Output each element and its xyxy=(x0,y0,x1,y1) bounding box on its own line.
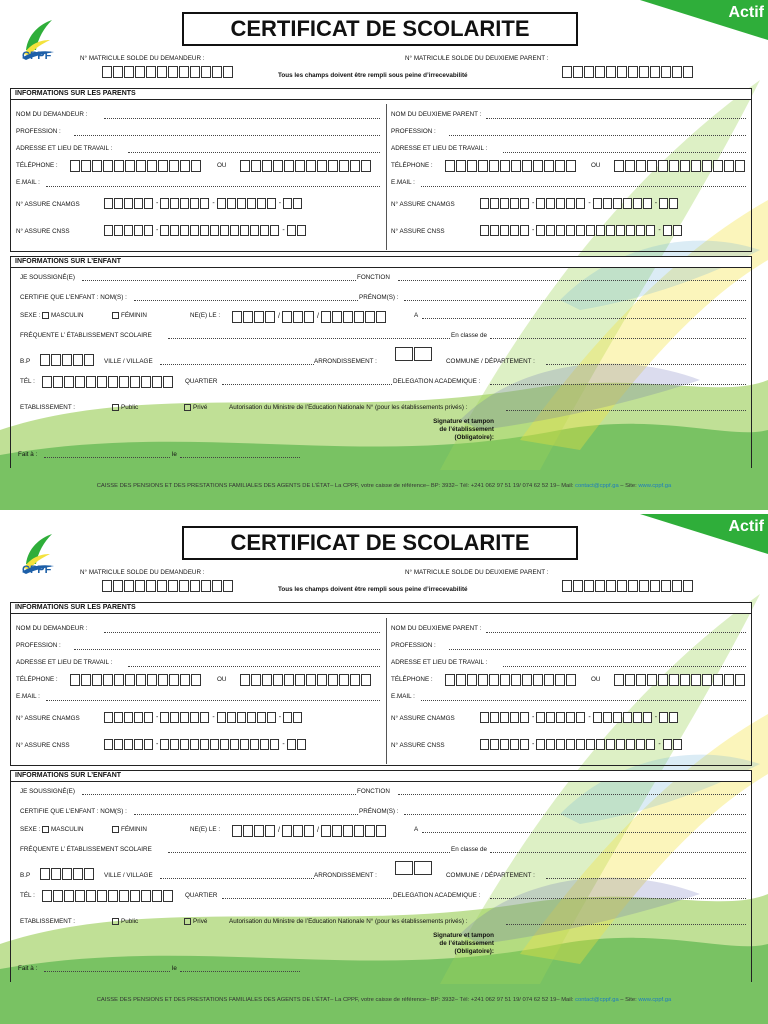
public-label: Public xyxy=(121,918,139,926)
profession-parent-label: PROFESSION : xyxy=(391,128,436,135)
certificate-form xyxy=(0,0,768,510)
footer-site-label: – Site: xyxy=(620,483,637,489)
prive-label: Privé xyxy=(193,918,208,926)
autorisation-input[interactable] xyxy=(506,410,746,411)
matricule-demandeur-label: N° MATRICULE SOLDE DU DEMANDEUR : xyxy=(80,55,205,62)
email-label: E.MAIL : xyxy=(16,693,40,700)
delegation-label: DELEGATION ACADEMIQUE : xyxy=(393,892,481,899)
tel-enfant-input[interactable] xyxy=(42,376,174,388)
soussigne-label: JE SOUSSIGNÉ(E) xyxy=(20,788,75,795)
telephone-input[interactable] xyxy=(70,674,202,686)
profession-label: PROFESSION : xyxy=(16,128,61,135)
prenom-label: PRÉNOM(S) : xyxy=(359,294,399,301)
profession-parent-input[interactable] xyxy=(449,135,746,136)
email-label: E.MAIL : xyxy=(16,179,40,186)
status-badge: Actif xyxy=(728,518,764,535)
public-option[interactable] xyxy=(112,918,138,925)
ou-parent-label: OU xyxy=(591,162,601,169)
public-checkbox[interactable] xyxy=(112,404,119,411)
prive-checkbox[interactable] xyxy=(184,918,191,925)
soussigne-input[interactable] xyxy=(82,280,356,281)
column-divider xyxy=(386,618,387,764)
ou-label: OU xyxy=(217,676,227,683)
footer xyxy=(0,997,768,1003)
autorisation-label: Autorisation du Ministre de l’Education Nationale N° (pour les établissements privés) : xyxy=(229,918,468,925)
telephone-alt-input[interactable] xyxy=(240,160,372,172)
telephone-label: TÉLÉPHONE : xyxy=(16,162,58,169)
page-title: CERTIFICAT DE SCOLARITE xyxy=(182,12,578,46)
adresse-parent-input[interactable] xyxy=(503,152,746,153)
soussigne-input[interactable] xyxy=(82,794,356,795)
lieu-naissance-label: A xyxy=(414,312,419,319)
prive-label: Privé xyxy=(193,404,208,412)
adresse-label: ADRESSE ET LIEU DE TRAVAIL : xyxy=(16,145,113,152)
le-label: le xyxy=(172,965,177,972)
telephone-input[interactable] xyxy=(70,160,202,172)
cnss-parent-input[interactable]: - - xyxy=(480,739,683,751)
tel-enfant-input[interactable] xyxy=(42,890,174,902)
footer-mail-link[interactable]: contact@cppf.ga xyxy=(575,997,619,1003)
cnss-label: N° ASSURE CNSS xyxy=(16,742,70,749)
telephone-parent-input[interactable] xyxy=(445,160,577,172)
bp-input[interactable] xyxy=(40,354,95,366)
feminin-option[interactable] xyxy=(112,826,147,833)
adresse-parent-label: ADRESSE ET LIEU DE TRAVAIL : xyxy=(391,659,488,666)
cnss-parent-label: N° ASSURE CNSS xyxy=(391,742,445,749)
classe-input[interactable] xyxy=(490,852,746,853)
matricule-parent-input[interactable] xyxy=(562,66,694,78)
profession-input[interactable] xyxy=(74,135,380,136)
masculin-checkbox[interactable] xyxy=(42,826,49,833)
prenom-input[interactable] xyxy=(404,300,746,301)
ou-label: OU xyxy=(217,162,227,169)
bp-label: B.P xyxy=(20,872,31,879)
arrondissement-label: ARRONDISSEMENT : xyxy=(314,358,377,365)
nom-demandeur-label: NOM DU DEMANDEUR : xyxy=(16,625,88,632)
quartier-label: QUARTIER xyxy=(185,378,218,385)
bp-input[interactable] xyxy=(40,868,95,880)
signature-label-2: de l’établissement xyxy=(439,940,494,947)
arrondissement-label: ARRONDISSEMENT : xyxy=(314,872,377,879)
email-parent-input[interactable] xyxy=(421,186,746,187)
adresse-input[interactable] xyxy=(128,666,380,667)
sexe-label: SEXE : xyxy=(20,826,41,833)
telephone-parent-alt-input[interactable] xyxy=(614,674,746,686)
footer-text: CAISSE DES PENSIONS ET DES PRESTATIONS FAMILIALES DES AGENTS DE L’ÉTAT– La CPPF, votre caisse de référence– BP: 3932– Tél: +241 062 97 51 19/ 074 62 52 19– Mail: xyxy=(96,483,574,489)
signature-label: Signature et tampon xyxy=(433,932,494,939)
prive-option[interactable] xyxy=(184,918,207,925)
date-naissance-input[interactable]: / / xyxy=(232,825,387,837)
footer xyxy=(0,483,768,489)
cnamgs-parent-label: N° ASSURE CNAMGS xyxy=(391,715,455,722)
matricule-parent-label: N° MATRICULE SOLDE DU DEUXIEME PARENT : xyxy=(405,569,549,576)
nom-parent-input[interactable] xyxy=(486,118,746,119)
enfant-section-heading: INFORMATIONS SUR L’ENFANT xyxy=(10,770,752,782)
certifie-label: CERTIFIE QUE L’ENFANT : NOM(S) : xyxy=(20,808,127,815)
page-title: CERTIFICAT DE SCOLARITE xyxy=(182,526,578,560)
notice-text: Tous les champs doivent être rempli sous peine d’irrecevabilité xyxy=(278,72,468,79)
nom-parent-input[interactable] xyxy=(486,632,746,633)
telephone-parent-input[interactable] xyxy=(445,674,577,686)
le-label: le xyxy=(172,451,177,458)
lieu-naissance-input[interactable] xyxy=(422,832,746,833)
adresse-parent-label: ADRESSE ET LIEU DE TRAVAIL : xyxy=(391,145,488,152)
parents-section-heading: INFORMATIONS SUR LES PARENTS xyxy=(10,88,752,100)
cnamgs-label: N° ASSURE CNAMGS xyxy=(16,201,80,208)
cnss-parent-label: N° ASSURE CNSS xyxy=(391,228,445,235)
matricule-parent-input[interactable] xyxy=(562,580,694,592)
tel-enfant-label: TÉL : xyxy=(20,892,35,899)
telephone-parent-alt-input[interactable] xyxy=(614,160,746,172)
soussigne-label: JE SOUSSIGNÉ(E) xyxy=(20,274,75,281)
delegation-input[interactable] xyxy=(490,898,746,899)
column-divider xyxy=(386,104,387,250)
feminin-checkbox[interactable] xyxy=(112,312,119,319)
prive-option[interactable] xyxy=(184,404,207,411)
quartier-label: QUARTIER xyxy=(185,892,218,899)
fait-input[interactable] xyxy=(44,971,170,972)
classe-label: En classe de xyxy=(451,846,488,853)
signature-label-3: (Obligatoire): xyxy=(454,434,494,441)
ville-label: VILLE / VILLAGE xyxy=(104,358,153,365)
cnss-label: N° ASSURE CNSS xyxy=(16,228,70,235)
fait-label: Fait à : xyxy=(18,965,38,972)
public-checkbox[interactable] xyxy=(112,918,119,925)
adresse-label: ADRESSE ET LIEU DE TRAVAIL : xyxy=(16,659,113,666)
prive-checkbox[interactable] xyxy=(184,404,191,411)
prenom-label: PRÉNOM(S) : xyxy=(359,808,399,815)
adresse-input[interactable] xyxy=(128,152,380,153)
masculin-label: MASCULIN xyxy=(51,826,84,834)
ne-le-label: NE(E) LE : xyxy=(190,826,221,833)
matricule-demandeur-input[interactable] xyxy=(102,580,234,592)
date-fait-input[interactable] xyxy=(180,457,300,458)
logo-text: CPPF xyxy=(22,564,52,576)
footer-mail-link[interactable]: contact@cppf.ga xyxy=(575,483,619,489)
quartier-input[interactable] xyxy=(222,898,392,899)
ville-label: VILLE / VILLAGE xyxy=(104,872,153,879)
nom-demandeur-input[interactable] xyxy=(104,118,380,119)
commune-input[interactable] xyxy=(546,364,746,365)
autorisation-input[interactable] xyxy=(506,924,746,925)
email-parent-label: E.MAIL : xyxy=(391,693,415,700)
commune-label: COMMUNE / DÉPARTEMENT : xyxy=(446,358,535,365)
profession-input[interactable] xyxy=(74,649,380,650)
certifie-label: CERTIFIE QUE L’ENFANT : NOM(S) : xyxy=(20,294,127,301)
cnamgs-label: N° ASSURE CNAMGS xyxy=(16,715,80,722)
nom-demandeur-label: NOM DU DEMANDEUR : xyxy=(16,111,88,118)
nom-parent-label: NOM DU DEUXIEME PARENT : xyxy=(391,111,482,118)
masculin-option[interactable] xyxy=(42,312,84,319)
ne-le-label: NE(E) LE : xyxy=(190,312,221,319)
etablissement-input[interactable] xyxy=(168,338,450,339)
profession-parent-input[interactable] xyxy=(449,649,746,650)
email-parent-input[interactable] xyxy=(421,700,746,701)
arrondissement-input[interactable] xyxy=(395,861,433,873)
masculin-label: MASCULIN xyxy=(51,312,84,320)
footer-site-link[interactable]: www.cppf.ga xyxy=(638,997,672,1003)
fait-input[interactable] xyxy=(44,457,170,458)
fait-label: Fait à : xyxy=(18,451,38,458)
lieu-naissance-label: A xyxy=(414,826,419,833)
matricule-parent-label: N° MATRICULE SOLDE DU DEUXIEME PARENT : xyxy=(405,55,549,62)
nom-parent-label: NOM DU DEUXIEME PARENT : xyxy=(391,625,482,632)
footer-text: CAISSE DES PENSIONS ET DES PRESTATIONS FAMILIALES DES AGENTS DE L’ÉTAT– La CPPF, votre caisse de référence– BP: 3932– Tél: +241 062 97 51 19/ 074 62 52 19– Mail: xyxy=(96,997,574,1003)
telephone-parent-label: TÉLÉPHONE : xyxy=(391,162,433,169)
frequente-label: FRÉQUENTE L’ ÉTABLISSEMENT SCOLAIRE xyxy=(20,846,152,853)
cnamgs-parent-label: N° ASSURE CNAMGS xyxy=(391,201,455,208)
fonction-input[interactable] xyxy=(398,280,746,281)
cnss-input[interactable]: - - xyxy=(104,739,307,751)
cnamgs-input[interactable]: - - - xyxy=(104,198,303,210)
signature-label: Signature et tampon xyxy=(433,418,494,425)
signature-label-3: (Obligatoire): xyxy=(454,948,494,955)
feminin-label: FÉMININ xyxy=(121,826,147,834)
classe-input[interactable] xyxy=(490,338,746,339)
nom-enfant-input[interactable] xyxy=(134,300,358,301)
cnamgs-parent-input[interactable]: - - - xyxy=(480,712,679,724)
email-input[interactable] xyxy=(46,186,380,187)
fonction-input[interactable] xyxy=(398,794,746,795)
telephone-parent-label: TÉLÉPHONE : xyxy=(391,676,433,683)
ville-input[interactable] xyxy=(160,364,314,365)
adresse-parent-input[interactable] xyxy=(503,666,746,667)
feminin-option[interactable] xyxy=(112,312,147,319)
email-parent-label: E.MAIL : xyxy=(391,179,415,186)
notice-text: Tous les champs doivent être rempli sous peine d’irrecevabilité xyxy=(278,586,468,593)
ville-input[interactable] xyxy=(160,878,314,879)
autorisation-label: Autorisation du Ministre de l’Education Nationale N° (pour les établissements privés) : xyxy=(229,404,468,411)
logo-text: CPPF xyxy=(22,50,52,62)
masculin-checkbox[interactable] xyxy=(42,312,49,319)
cnss-parent-input[interactable]: - - xyxy=(480,225,683,237)
nom-enfant-input[interactable] xyxy=(134,814,358,815)
nom-demandeur-input[interactable] xyxy=(104,632,380,633)
commune-label: COMMUNE / DÉPARTEMENT : xyxy=(446,872,535,879)
cnss-input[interactable]: - - xyxy=(104,225,307,237)
masculin-option[interactable] xyxy=(42,826,84,833)
telephone-alt-input[interactable] xyxy=(240,674,372,686)
classe-label: En classe de xyxy=(451,332,488,339)
fonction-label: FONCTION xyxy=(357,274,390,281)
feminin-label: FÉMININ xyxy=(121,312,147,320)
commune-input[interactable] xyxy=(546,878,746,879)
etablissement-type-label: ETABLISSEMENT : xyxy=(20,404,76,411)
profession-label: PROFESSION : xyxy=(16,642,61,649)
tel-enfant-label: TÉL : xyxy=(20,378,35,385)
fonction-label: FONCTION xyxy=(357,788,390,795)
parents-section-heading: INFORMATIONS SUR LES PARENTS xyxy=(10,602,752,614)
sexe-label: SEXE : xyxy=(20,312,41,319)
prenom-input[interactable] xyxy=(404,814,746,815)
date-fait-input[interactable] xyxy=(180,971,300,972)
feminin-checkbox[interactable] xyxy=(112,826,119,833)
certificate-form xyxy=(0,514,768,1024)
arrondissement-input[interactable] xyxy=(395,347,433,359)
cnamgs-input[interactable]: - - - xyxy=(104,712,303,724)
delegation-label: DELEGATION ACADEMIQUE : xyxy=(393,378,481,385)
delegation-input[interactable] xyxy=(490,384,746,385)
email-input[interactable] xyxy=(46,700,380,701)
public-label: Public xyxy=(121,404,139,412)
lieu-naissance-input[interactable] xyxy=(422,318,746,319)
profession-parent-label: PROFESSION : xyxy=(391,642,436,649)
telephone-label: TÉLÉPHONE : xyxy=(16,676,58,683)
etablissement-input[interactable] xyxy=(168,852,450,853)
footer-site-link[interactable]: www.cppf.ga xyxy=(638,483,672,489)
public-option[interactable] xyxy=(112,404,138,411)
matricule-demandeur-input[interactable] xyxy=(102,66,234,78)
date-naissance-input[interactable]: / / xyxy=(232,311,387,323)
status-badge: Actif xyxy=(728,4,764,21)
footer-site-label: – Site: xyxy=(620,997,637,1003)
quartier-input[interactable] xyxy=(222,384,392,385)
matricule-demandeur-label: N° MATRICULE SOLDE DU DEMANDEUR : xyxy=(80,569,205,576)
frequente-label: FRÉQUENTE L’ ÉTABLISSEMENT SCOLAIRE xyxy=(20,332,152,339)
enfant-section-heading: INFORMATIONS SUR L’ENFANT xyxy=(10,256,752,268)
etablissement-type-label: ETABLISSEMENT : xyxy=(20,918,76,925)
signature-label-2: de l’établissement xyxy=(439,426,494,433)
cnamgs-parent-input[interactable]: - - - xyxy=(480,198,679,210)
bp-label: B.P xyxy=(20,358,31,365)
ou-parent-label: OU xyxy=(591,676,601,683)
